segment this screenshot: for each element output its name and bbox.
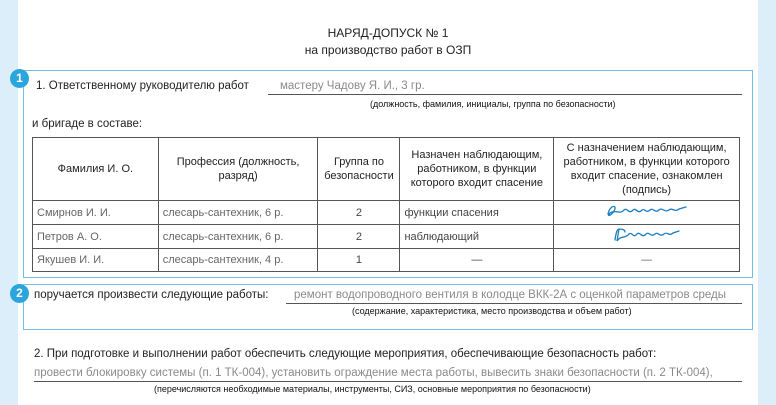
lead-note: (должность, фамилия, инициалы, группа по безопасности) — [370, 99, 616, 109]
cell-group: 2 — [318, 225, 400, 249]
works-note: (содержание, характеристика, место производства и объем работ) — [352, 306, 632, 316]
brigade-label: и бригаде в составе: — [32, 118, 143, 130]
cell-name: Петров А. О. — [33, 225, 159, 249]
cell-role: функции спасения — [400, 201, 554, 225]
cell-signature: — — [554, 249, 740, 272]
col-header-role: Назначен наблюдающим, работником, в функции которого входит спасение — [400, 138, 554, 201]
signature-smirnov-icon — [602, 201, 692, 221]
cell-profession: слесарь-сантехник, 6 р. — [158, 201, 318, 225]
document-subtitle: на производство работ в ОЗП — [304, 43, 472, 57]
cell-group: 2 — [318, 201, 400, 225]
works-underline — [286, 303, 742, 304]
measures-label: 2. При подготовке и выполнении работ обеспечить следующие мероприятия, обеспечивающие безопасность работ: — [34, 348, 657, 360]
table-row — [33, 249, 740, 272]
col-header-profession: Профессия (должность, разряд) — [158, 138, 318, 201]
measures-note: (перечисляются необходимые материалы, инструменты, СИЗ, основные мероприятия по безопасности) — [154, 384, 591, 394]
section-2-badge: 2 — [10, 284, 29, 303]
cell-name: Якушев И. И. — [33, 249, 159, 272]
document-sheet — [18, 0, 758, 405]
table-header-row — [33, 138, 740, 201]
table-row — [33, 225, 740, 249]
cell-name: Смирнов И. И. — [33, 201, 159, 225]
cell-group: 1 — [318, 249, 400, 272]
cell-signature — [554, 201, 740, 225]
col-header-name: Фамилия И. О. — [33, 138, 159, 201]
lead-underline — [268, 94, 742, 95]
signature-petrov-icon — [607, 225, 687, 245]
col-header-acknowledged: С назначением наблюдающим, работником, в функции которого входит спасение, ознакомлен (подпись) — [554, 138, 740, 201]
lead-value: мастеру Чадову Я. И., 3 гр. — [280, 80, 425, 92]
measures-value: провести блокировку системы (п. 1 ТК-004), установить ограждение места работы, вывесить знаки безопасности (п. 2 ТК-004), — [34, 367, 713, 379]
section-1-badge: 1 — [10, 69, 29, 88]
cell-role: — — [400, 249, 554, 272]
cell-role: наблюдающий — [400, 225, 554, 249]
cell-profession: слесарь-сантехник, 6 р. — [158, 225, 318, 249]
document-title: НАРЯД-ДОПУСК № 1 — [327, 26, 449, 40]
col-header-group: Группа по безопасности — [318, 138, 400, 201]
works-value: ремонт водопроводного вентиля в колодце ВКК-2А с оценкой параметров среды — [294, 289, 727, 301]
brigade-table — [32, 137, 740, 272]
table-row — [33, 201, 740, 225]
cell-signature — [554, 225, 740, 249]
lead-label: 1. Ответственному руководителю работ — [36, 80, 249, 92]
works-label: поручается произвести следующие работы: — [34, 289, 269, 301]
cell-profession: слесарь-сантехник, 4 р. — [158, 249, 318, 272]
measures-underline — [34, 381, 742, 382]
